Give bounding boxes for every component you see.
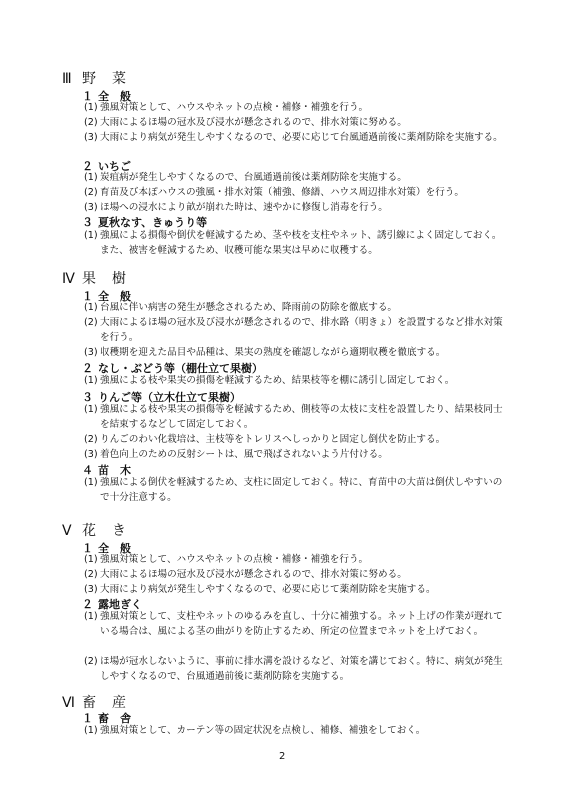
list-item — [84, 185, 504, 200]
subsection-number: １ — [82, 712, 93, 725]
list-item — [84, 582, 504, 597]
list-item — [84, 200, 504, 215]
item-marker: (1) — [84, 230, 98, 241]
item-marker: (3) — [84, 347, 98, 358]
item-text: 大雨により病気が発生しやすくなるので、必要に応じて台風通過前後に薬剤防除を実施する。 — [100, 132, 503, 143]
item-text: 着色向上のための反射シートは、風で飛ばされないよう片付ける。 — [100, 449, 388, 460]
section-title-flowers — [62, 520, 127, 540]
item-text: 大雨によるほ場の冠水及び浸水が懸念されるので、排水対策に努める。 — [100, 117, 407, 128]
item-marker: (1) — [84, 302, 98, 313]
subsection-number: １ — [82, 542, 93, 555]
subsection-number: ３ — [82, 216, 93, 229]
subsection-title-text: 全 般 — [98, 542, 131, 555]
subsection-title-text: 苗 木 — [98, 464, 131, 477]
list-item — [84, 300, 504, 315]
subsection-number: １ — [82, 90, 93, 103]
subsection-title-text: なし・ぶどう等（棚仕立て果樹） — [98, 362, 263, 375]
item-text: 育苗及び本ぽハウスの強風・排水対策（補強、修繕、ハウス周辺排水対策）を行う。 — [100, 187, 464, 198]
subsection-title-text: 全 般 — [98, 290, 131, 303]
item-marker: (2) — [84, 117, 98, 128]
subsection-number: ２ — [82, 362, 93, 375]
list-item — [84, 654, 504, 684]
section-number: Ⅲ — [62, 71, 73, 87]
list-item — [84, 170, 504, 185]
page-number: 2 — [279, 751, 286, 762]
item-marker: (2) — [84, 317, 98, 328]
item-text: 強風対策として、ハウスやネットの点検・補修・補強を行う。 — [100, 554, 369, 565]
item-marker: (2) — [84, 569, 98, 580]
item-marker: (2) — [84, 187, 98, 198]
subsection-number: ２ — [82, 160, 93, 173]
section-title-livestock — [62, 692, 127, 712]
section-title-vegetables — [62, 68, 127, 88]
item-marker: (1) — [84, 725, 98, 736]
item-marker: (1) — [84, 172, 98, 183]
section-title-text: 果 樹 — [82, 271, 127, 287]
subsection-number: ２ — [82, 598, 93, 611]
list-item — [84, 228, 504, 258]
list-item — [84, 552, 504, 567]
item-marker: (3) — [84, 202, 98, 213]
list-item — [84, 402, 504, 432]
item-marker: (1) — [84, 611, 98, 622]
item-text: 強風対策として、カーテン等の固定状況を点検し、補修、補強をしておく。 — [100, 725, 426, 736]
item-text: 強風による枝や果実の損傷等を軽減するため、側枝等の太枝に支柱を設置したり、結果枝同士を結束するなどして固定しておく。 — [100, 404, 503, 430]
list-item — [84, 115, 504, 130]
item-text: ほ場が冠水しないように、事前に排水溝を設けるなど、対策を講じておく。特に、病気が発生しやすくなるので、台風通過前後に薬剤防除を実施する。 — [100, 656, 503, 682]
section-title-text: 畜 産 — [82, 695, 127, 711]
item-marker: (3) — [84, 584, 98, 595]
item-marker: (1) — [84, 375, 98, 386]
item-marker: (1) — [84, 102, 98, 113]
item-marker: (1) — [84, 477, 98, 488]
list-item — [84, 475, 504, 505]
subsection-title-text: 全 般 — [98, 90, 131, 103]
subsection-title-text: りんご等（立木仕立て果樹） — [98, 391, 241, 404]
item-text: 強風対策として、ハウスやネットの点検・補修・補強を行う。 — [100, 102, 369, 113]
item-marker: (2) — [84, 656, 98, 667]
section-number: Ⅳ — [62, 271, 76, 287]
list-item — [84, 345, 504, 360]
section-number: Ⅵ — [62, 695, 76, 711]
item-marker: (1) — [84, 404, 98, 415]
item-text: 大雨によるほ場の冠水及び浸水が懸念されるので、排水路（明きょ）を設置するなど排水対策を行う。 — [100, 317, 503, 343]
section-title-text: 花 き — [82, 523, 127, 539]
subsection-number: １ — [82, 290, 93, 303]
item-text: 強風による倒伏を軽減するため、支柱に固定しておく。特に、育苗中の大苗は倒伏しやすいので十分注意する。 — [100, 477, 503, 503]
list-item — [84, 315, 504, 345]
item-text: 大雨によるほ場の冠水及び浸水が懸念されるので、排水対策に努める。 — [100, 569, 407, 580]
item-text: 強風による損傷や倒伏を軽減するため、茎や枝を支柱やネット、誘引線によく固定しておく。また、被害を軽減するため、収穫可能な果実は早めに収穫する。 — [100, 230, 502, 256]
item-text: 大雨により病気が発生しやすくなるので、必要に応じて薬剤防除を実施する。 — [100, 584, 436, 595]
subsection-number: ４ — [82, 464, 93, 477]
list-item — [84, 100, 504, 115]
list-item — [84, 567, 504, 582]
item-text: りんごのわい化栽培は、主枝等をトレリスへしっかりと固定し倒伏を防止する。 — [100, 434, 446, 445]
section-title-text: 野 菜 — [82, 71, 127, 87]
item-text: 収穫期を迎えた品目や品種は、果実の熟度を確認しながら適期収穫を徹底する。 — [100, 347, 446, 358]
subsection-title-text: 露地ぎく — [98, 598, 142, 611]
subsection-title-text: いちご — [98, 160, 131, 173]
item-text: 炭疽病が発生しやすくなるので、台風通過前後は薬剤防除を実施する。 — [100, 172, 407, 183]
item-marker: (3) — [84, 449, 98, 460]
subsection-number: ３ — [82, 391, 93, 404]
subsection-title-text: 夏秋なす、きゅうり等 — [98, 216, 208, 229]
item-marker: (1) — [84, 554, 98, 565]
item-marker: (3) — [84, 132, 98, 143]
item-text: 強風対策として、支柱やネットのゆるみを直し、十分に補強する。ネット上げの作業が遅れている場合は、風による茎の曲がりを防止するため、所定の位置までネットを上げておく。 — [100, 611, 503, 637]
list-item — [84, 723, 504, 738]
list-item — [84, 130, 504, 145]
item-text: 強風による枝や果実の損傷を軽減するため、結果枝等を棚に誘引し固定しておく。 — [100, 375, 455, 386]
item-marker: (2) — [84, 434, 98, 445]
section-number: Ⅴ — [62, 523, 73, 539]
list-item — [84, 609, 504, 639]
list-item — [84, 373, 504, 388]
list-item — [84, 432, 504, 447]
subsection-title-text: 畜 舎 — [98, 712, 131, 725]
section-title-fruit-trees — [62, 268, 127, 288]
list-item — [84, 447, 504, 462]
item-text: 台風に伴い病害の発生が懸念されるため、降雨前の防除を徹底する。 — [100, 302, 398, 313]
item-text: ほ場への浸水により畝が崩れた時は、速やかに修復し消毒を行う。 — [100, 202, 388, 213]
